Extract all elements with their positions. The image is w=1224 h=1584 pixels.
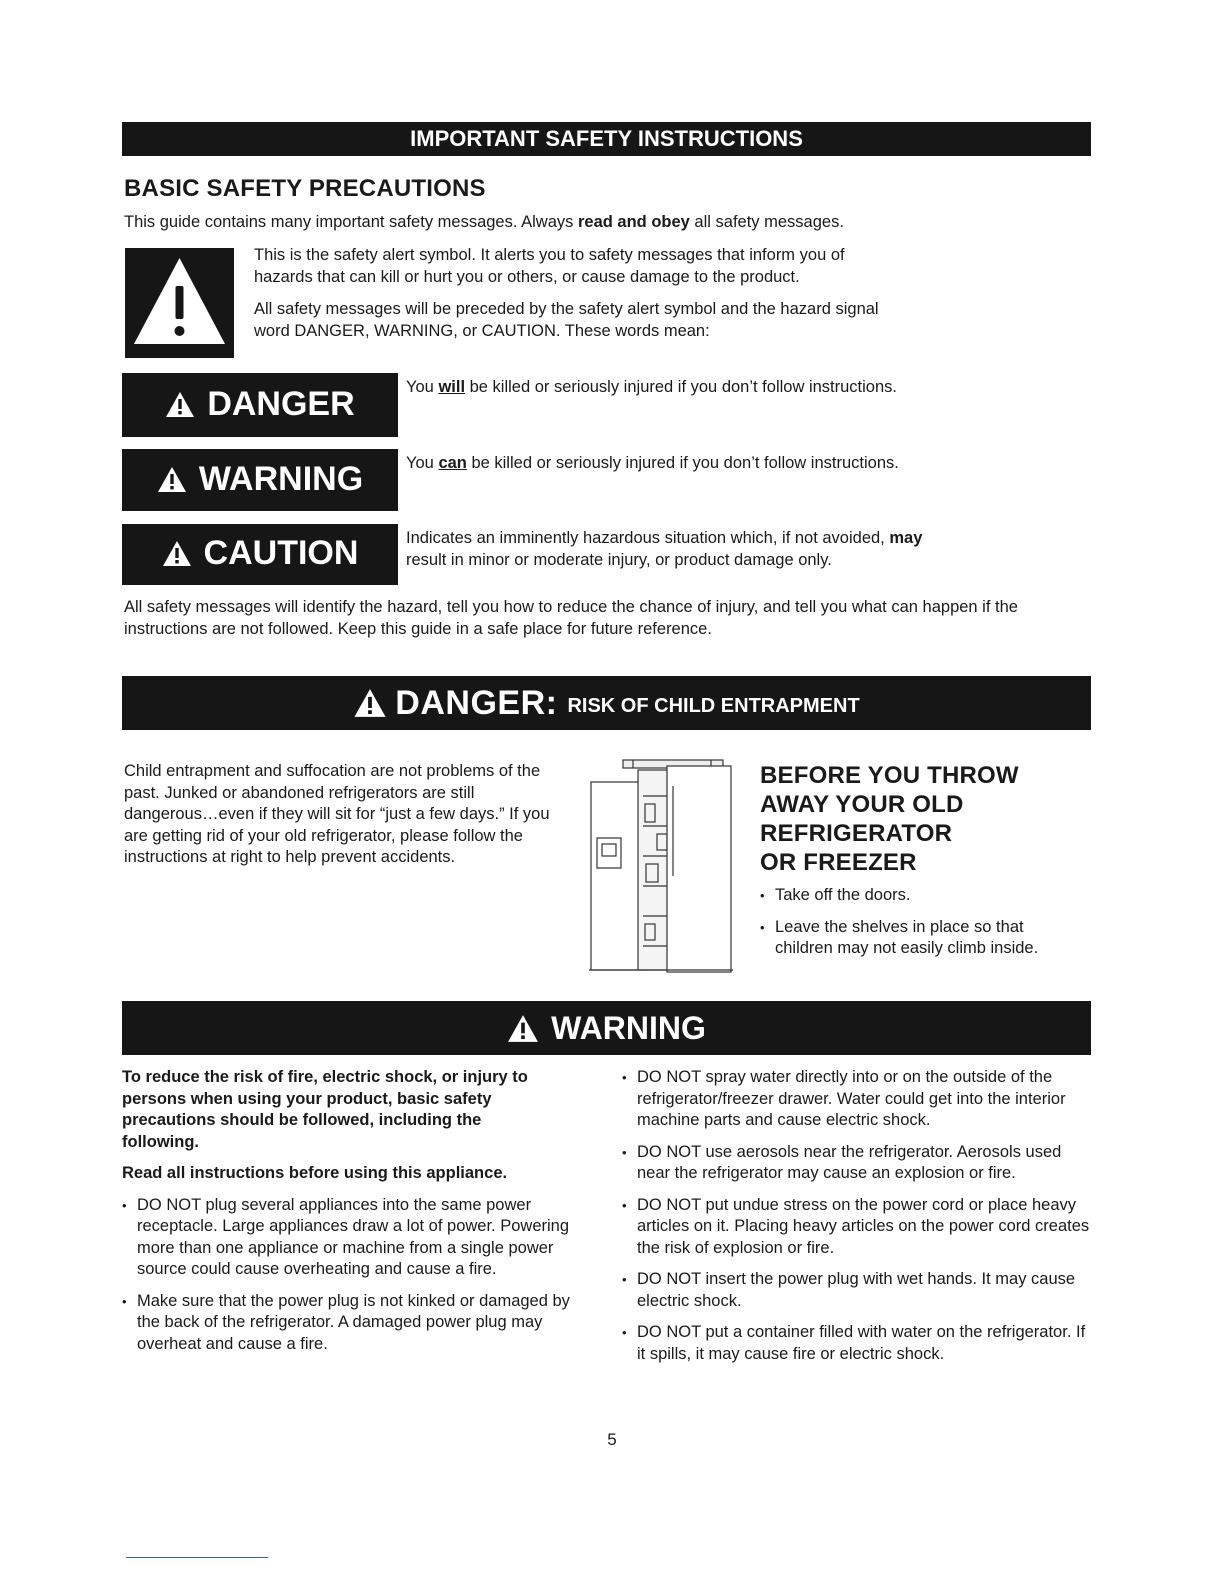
warning-label: WARNING — [198, 459, 364, 498]
heading-line: REFRIGERATOR — [760, 820, 953, 847]
page-title: IMPORTANT SAFETY INSTRUCTIONS — [410, 126, 803, 151]
desc-key: will — [438, 378, 466, 396]
desc-key: may — [889, 529, 923, 547]
alert-triangle-icon — [162, 540, 192, 567]
heading-line: OR FREEZER — [760, 849, 917, 876]
entrapment-banner — [122, 676, 1091, 730]
intro-bold: read and obey — [577, 213, 690, 231]
entrapment-bullets — [760, 885, 1080, 970]
safety-alert-symbol-icon — [125, 248, 234, 358]
alert-triangle-icon — [165, 391, 195, 418]
basic-intro — [124, 212, 1084, 234]
alert-text-1: This is the safety alert symbol. It alerts you to safety messages that inform you of hazards that can kill or hurt you or others, or cause damage to the product. — [254, 246, 845, 286]
warning-lead: To reduce the risk of fire, electric shock, or injury to persons when using your product, basic safety precautions should be followed, including the following. — [122, 1068, 528, 1151]
footer-rule — [126, 1557, 268, 1558]
desc-post: be killed or seriously injured if you don’t follow instructions. — [466, 454, 899, 472]
list-item: • DO NOT insert the power plug with wet hands. It may cause electric shock. — [622, 1269, 1092, 1312]
list-item: • Leave the shelves in place so that children may not easily climb inside. — [760, 917, 1080, 960]
warning-banner — [122, 1001, 1091, 1055]
intro-text-end: all safety messages. — [689, 213, 844, 231]
alert-text-2: All safety messages will be preceded by the safety alert symbol and the hazard signal word DANGER, WARNING, or CAUTION. These words mean: — [254, 300, 879, 340]
list-item: • DO NOT put undue stress on the power cord or place heavy articles on it. Placing heavy articles on the power cord creates the risk of explosion or fire. — [622, 1195, 1092, 1260]
warning-signal-box — [122, 449, 398, 511]
caution-label: CAUTION — [203, 534, 359, 572]
desc-post: be killed or seriously injured if you don’t follow instructions. — [465, 378, 897, 396]
page-number: 5 — [607, 1430, 617, 1449]
desc-post: result in minor or moderate injury, or product damage only. — [406, 550, 832, 569]
basic-heading: BASIC SAFETY PRECAUTIONS — [124, 175, 486, 202]
list-item: • DO NOT use aerosols near the refrigerator. Aerosols used near the refrigerator may cause an explosion or fire. — [622, 1142, 1092, 1185]
before-you-throw-heading — [760, 761, 1080, 877]
desc-pre: You — [406, 378, 439, 396]
entrapment-banner-big: DANGER: — [395, 683, 558, 722]
desc-key: can — [438, 454, 467, 472]
warning-left-column — [122, 1067, 592, 1365]
list-item: • DO NOT plug several appliances into the same power receptacle. Large appliances draw a lot of power. Powering more than one appliance or machine from a single power source could cause overheating and cause a fire. — [122, 1195, 592, 1281]
list-item: • DO NOT spray water directly into or on the outside of the refrigerator/freezer drawer. Water could get into the interior machine parts and cause electric shock. — [622, 1067, 1092, 1132]
entrapment-banner-small: RISK OF CHILD ENTRAPMENT — [567, 694, 860, 717]
desc-pre: You — [406, 454, 439, 472]
alert-triangle-icon — [353, 688, 387, 718]
heading-line: AWAY YOUR OLD — [760, 791, 964, 818]
heading-line: BEFORE YOU THROW — [760, 762, 1019, 789]
entrapment-body: Child entrapment and suffocation are not problems of the past. Junked or abandoned refrigerators are still dangerous…even if they will sit for “just a few days.” If you are getting rid of your old refrigerator, please follow the instructions at right to help prevent accidents. — [124, 762, 550, 866]
list-item: • DO NOT put a container filled with water on the refrigerator. If it spills, it may cause fire or electric shock. — [622, 1322, 1092, 1365]
caution-signal-box — [122, 524, 398, 585]
danger-signal-box — [122, 373, 398, 437]
read-all-instructions: Read all instructions before using this appliance. — [122, 1164, 508, 1182]
danger-description — [406, 377, 1006, 399]
summary-text: All safety messages will identify the hazard, tell you how to reduce the chance of injury, and tell you what can happen if the instructions are not followed. Keep this guide in a safe place for future reference. — [124, 598, 1018, 638]
header-bar — [122, 122, 1091, 156]
desc-pre: Indicates an imminently hazardous situation which, if not avoided, — [406, 529, 890, 547]
list-item: • Take off the doors. — [760, 885, 1080, 907]
danger-label: DANGER — [207, 384, 355, 423]
warning-description — [406, 453, 1006, 475]
warning-banner-label: WARNING — [551, 1009, 706, 1046]
list-item: • Make sure that the power plug is not kinked or damaged by the back of the refrigerator. A damaged power plug may overheat and cause a fire. — [122, 1291, 592, 1356]
caution-description — [406, 528, 946, 571]
refrigerator-illustration — [583, 756, 738, 976]
alert-triangle-icon — [157, 466, 187, 493]
intro-text: This guide contains many important safety messages. Always — [124, 213, 578, 231]
warning-right-column — [622, 1067, 1092, 1375]
alert-triangle-icon — [507, 1014, 539, 1043]
